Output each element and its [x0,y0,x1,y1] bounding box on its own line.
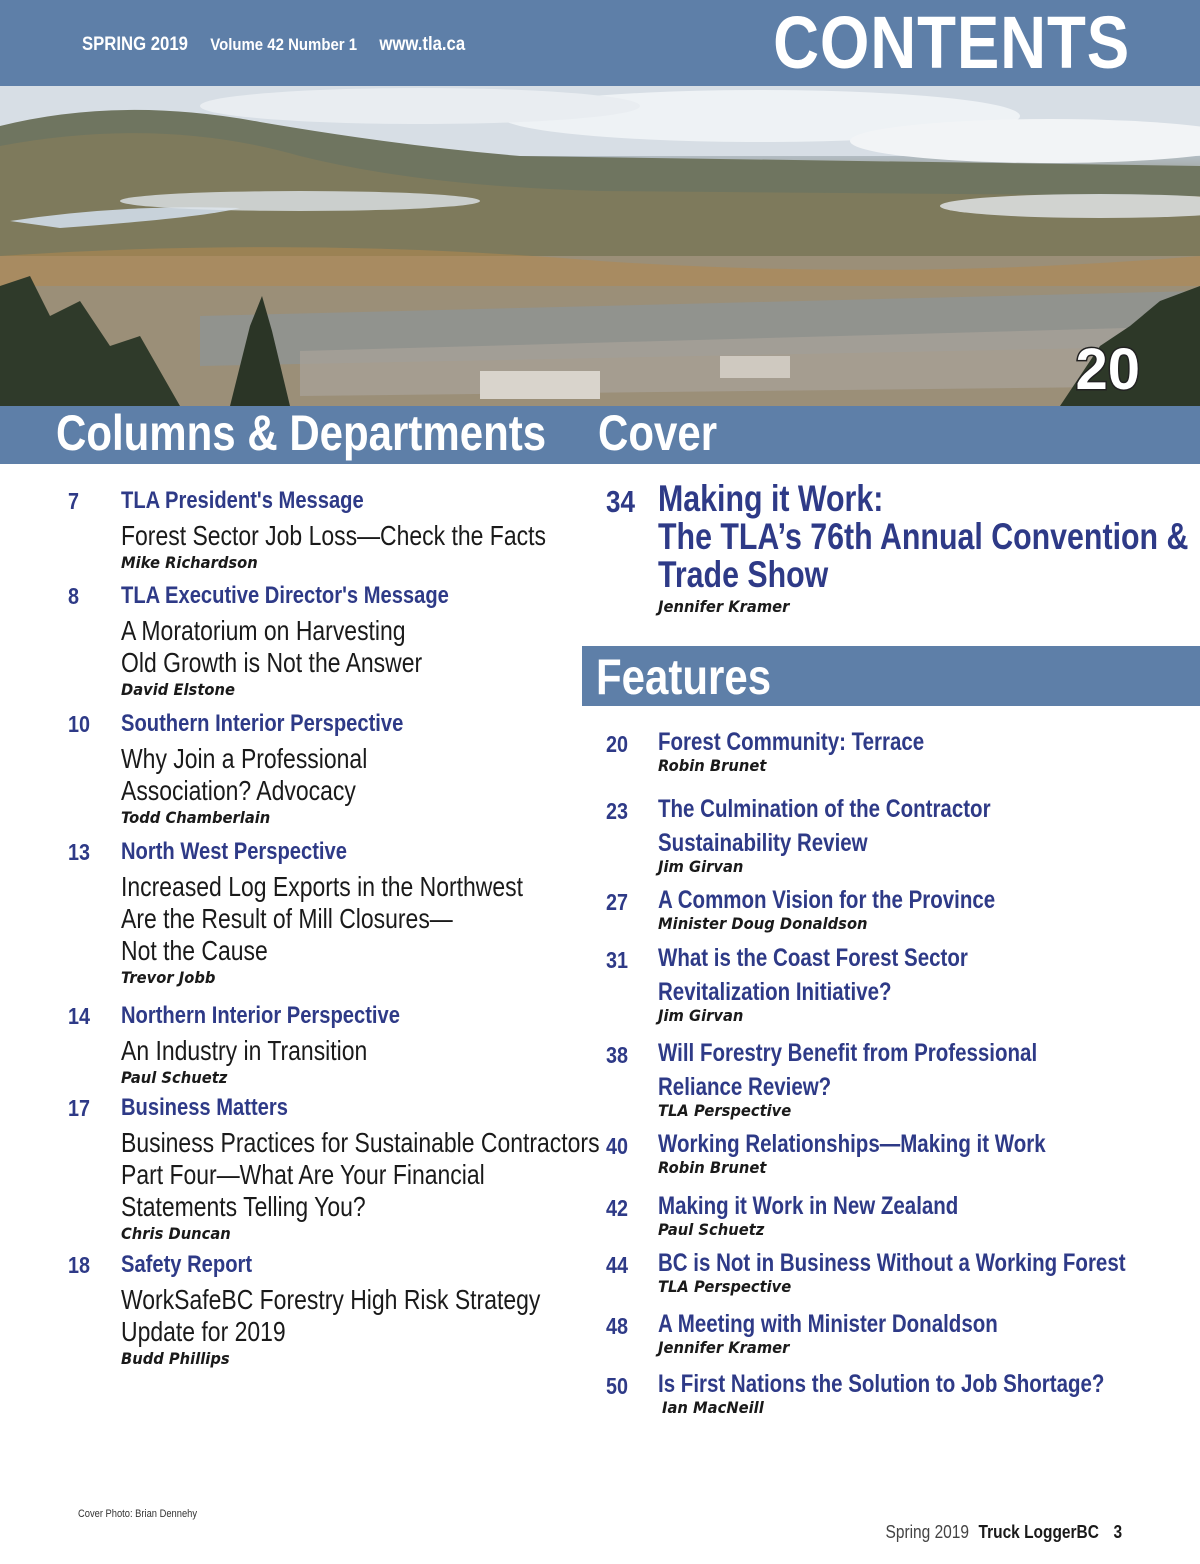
feature-page-number: 38 [606,1042,629,1068]
column-title-line: Increased Log Exports in the Northwest [121,871,524,902]
column-title-line: Business Practices for Sustainable Contractors [121,1127,600,1158]
page-footer [885,1522,1122,1543]
column-page-number: 17 [68,1095,91,1121]
feature-page-number: 48 [606,1313,629,1339]
feature-page-number: 31 [606,947,629,973]
feature-title-line[interactable]: Sustainability Review [658,829,868,857]
feature-author: Jim Girvan [658,857,744,876]
feature-title-line[interactable]: The Culmination of the Contractor [658,795,991,823]
column-author: Trevor Jobb [121,968,216,987]
feature-author: Robin Brunet [658,756,767,775]
feature-title-line[interactable]: Forest Community: Terrace [658,728,925,756]
column-author: Todd Chamberlain [121,808,271,827]
issue-meta [82,34,483,56]
column-department[interactable]: Northern Interior Perspective [121,1002,400,1029]
feature-title-line[interactable]: Revitalization Initiative? [658,978,892,1006]
column-department[interactable]: Southern Interior Perspective [121,710,404,737]
column-title-line: Forest Sector Job Loss—Check the Facts [121,520,546,551]
feature-title-line[interactable]: A Common Vision for the Province [658,886,996,914]
column-page-number: 18 [68,1252,91,1278]
column-department[interactable]: Business Matters [121,1094,288,1121]
feature-page-number: 23 [606,798,629,824]
column-department[interactable]: TLA Executive Director's Message [121,582,449,609]
column-author: David Elstone [121,680,235,699]
column-author: Chris Duncan [121,1224,231,1243]
feature-author: Jennifer Kramer [658,1338,790,1357]
issue-season: SPRING 2019 [82,34,188,55]
feature-author: Robin Brunet [658,1158,767,1177]
cover-author: Jennifer Kramer [658,597,790,616]
column-author: Mike Richardson [121,553,258,572]
feature-title-line[interactable]: What is the Coast Forest Sector [658,944,968,972]
header-bar [0,0,1200,86]
column-title-line: Statements Telling You? [121,1191,366,1222]
feature-page-number: 20 [606,731,629,757]
cover-heading: Cover [598,405,718,461]
cover-photo [0,86,1200,406]
page-title: CONTENTS [773,1,1130,84]
photo-credit: Cover Photo: Brian Dennehy [78,1508,198,1520]
website-link[interactable]: www.tla.ca [379,34,466,55]
feature-title-line[interactable]: A Meeting with Minister Donaldson [658,1310,998,1338]
feature-page-number: 40 [606,1133,629,1159]
feature-page-number: 44 [606,1252,629,1278]
column-author: Paul Schuetz [121,1068,228,1087]
cover-story-title[interactable] [658,478,1189,595]
feature-page-number: 50 [606,1373,629,1399]
feature-author: Ian MacNeill [662,1398,764,1417]
column-department[interactable]: Safety Report [121,1251,253,1278]
feature-author: TLA Perspective [658,1277,792,1296]
column-title-line: Part Four—What Are Your Financial [121,1159,485,1190]
cover-title-line: The TLA’s 76th Annual Convention & [658,516,1189,557]
landscape-image [0,86,1200,406]
column-title-line: Not the Cause [121,935,268,966]
column-page-number: 10 [68,711,91,737]
column-title-line: Old Growth is Not the Answer [121,647,423,678]
column-department[interactable]: TLA President's Message [121,487,364,514]
column-title-line: Are the Result of Mill Closures— [121,903,453,934]
cover-title-line: Trade Show [658,554,829,595]
feature-page-number: 27 [606,889,629,915]
column-department[interactable]: North West Perspective [121,838,347,865]
footer-page-number: 3 [1113,1522,1122,1542]
feature-title-line[interactable]: Is First Nations the Solution to Job Shortage? [658,1370,1105,1398]
feature-author: TLA Perspective [658,1101,792,1120]
feature-title-line[interactable]: Working Relationships—Making it Work [658,1130,1046,1158]
column-title-line: Association? Advocacy [121,775,356,806]
photo-page-badge: 20 [1075,337,1140,402]
column-page-number: 7 [68,488,80,514]
feature-title-line[interactable]: Will Forestry Benefit from Professional [658,1039,1038,1067]
column-page-number: 14 [68,1003,91,1029]
column-title-line: A Moratorium on Harvesting [121,615,406,646]
column-title-line: Update for 2019 [121,1316,286,1347]
column-page-number: 8 [68,583,80,609]
feature-title-line[interactable]: Making it Work in New Zealand [658,1192,959,1220]
footer-issue: Spring 2019 [885,1522,969,1542]
feature-title-line[interactable]: Reliance Review? [658,1073,832,1101]
column-title-line: Why Join a Professional [121,743,368,774]
feature-page-number: 42 [606,1195,629,1221]
issue-volume: Volume 42 Number 1 [210,35,358,54]
column-title-line: An Industry in Transition [121,1035,368,1066]
cover-title-line: Making it Work: [658,478,884,519]
columns-heading: Columns & Departments [56,405,547,461]
footer-magazine: Truck LoggerBC [978,1522,1099,1542]
cover-page-number: 34 [606,484,635,519]
column-author: Budd Phillips [121,1349,230,1368]
feature-author: Paul Schuetz [658,1220,765,1239]
feature-author: Minister Doug Donaldson [658,914,868,933]
feature-author: Jim Girvan [658,1006,744,1025]
column-title-line: WorkSafeBC Forestry High Risk Strategy [121,1284,541,1315]
feature-title-line[interactable]: BC is Not in Business Without a Working Forest [658,1249,1126,1277]
column-page-number: 13 [68,839,91,865]
features-heading: Features [596,649,772,705]
